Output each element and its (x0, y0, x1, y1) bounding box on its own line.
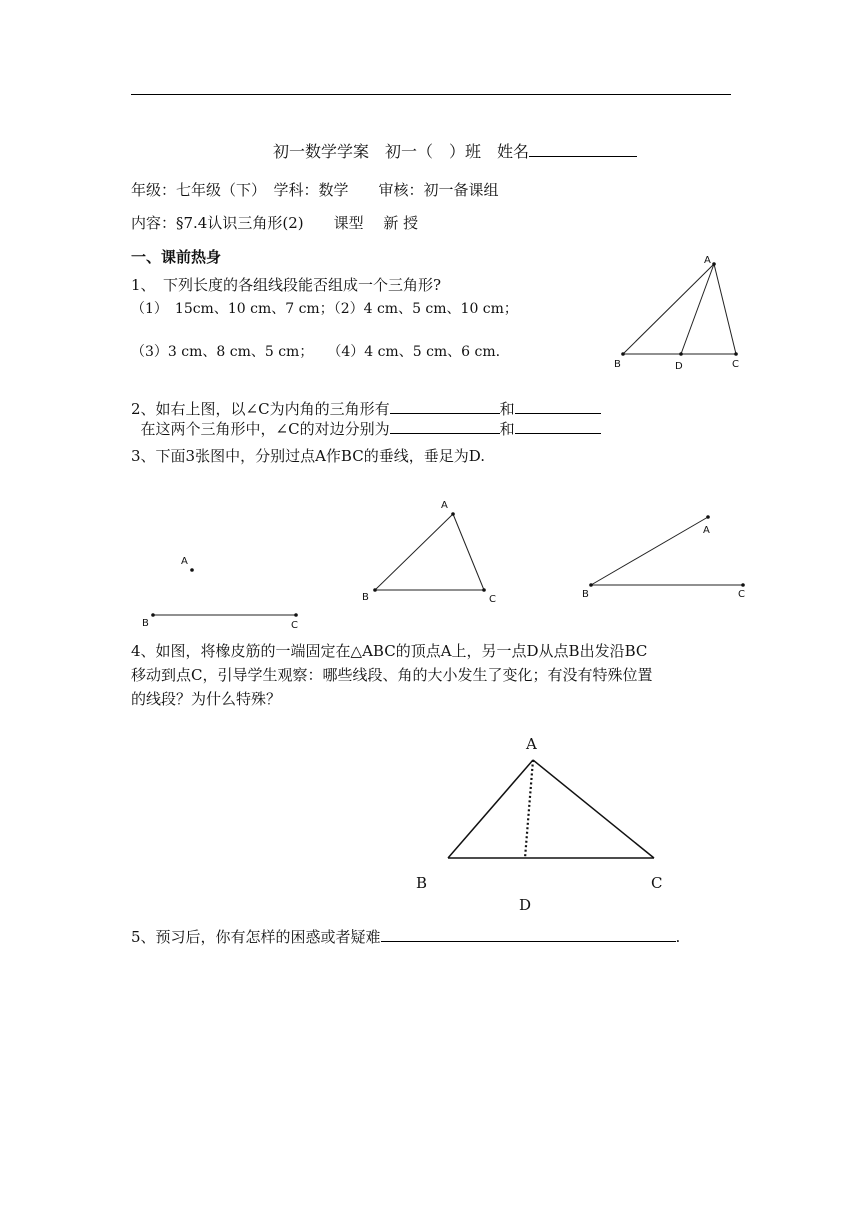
label-c: C (651, 874, 663, 892)
figure-q1-triangle (600, 250, 750, 375)
point-a (451, 512, 455, 516)
content-line: 内容：§7.4认识三角形(2) 课型 新 授 (131, 214, 419, 232)
label-a: A (526, 735, 537, 753)
point-b (151, 613, 155, 617)
q1-stem: 1、 下列长度的各组线段能否组成一个三角形? (131, 276, 442, 294)
point-b (373, 588, 377, 592)
q2-line2: 在这两个三角形中，∠C的对边分别为 和 (131, 417, 601, 439)
label-b: B (416, 874, 428, 892)
label-b: B (142, 618, 149, 629)
section-title: 一、课前热身 (131, 248, 222, 266)
name-blank[interactable] (529, 140, 637, 157)
label-c: C (738, 589, 745, 600)
header-rule (131, 94, 731, 95)
segment-ac (714, 264, 736, 354)
label-b: B (582, 589, 589, 600)
point-a (190, 568, 194, 572)
segment-ac (533, 760, 654, 858)
page-title: 初一数学学案 初一（ ）班 姓名 (273, 140, 637, 162)
segment-ab (375, 514, 453, 590)
label-a: A (441, 500, 448, 511)
segment-ad-dotted (525, 760, 533, 858)
q5-blank[interactable] (381, 925, 676, 942)
label-d: D (675, 361, 683, 372)
label-a: A (704, 255, 711, 266)
label-c: C (291, 620, 298, 630)
segment-ab (448, 760, 533, 858)
segment-ac (453, 514, 484, 590)
q2-blank-2[interactable] (515, 397, 601, 414)
point-d (679, 352, 683, 356)
figure-q3-1 (135, 550, 315, 630)
q2-blank-4[interactable] (515, 417, 601, 434)
label-b: B (614, 359, 621, 370)
point-c (482, 588, 486, 592)
grade-line: 年级：七年级（下） 学科：数学 审核：初一备课组 (131, 181, 499, 199)
segment-ad (681, 264, 714, 354)
label-d: D (519, 896, 532, 914)
point-c (734, 352, 738, 356)
q1-line2: （3）3 cm、8 cm、5 cm； （4）4 cm、5 cm、6 cm. (131, 344, 501, 360)
q4-line1: 4、如图，将橡皮筋的一端固定在△ABC的顶点A上，另一点D从点B出发沿BC (131, 642, 648, 660)
figure-q3-2 (355, 495, 505, 610)
q4-line2: 移动到点C，引导学生观察：哪些线段、角的大小发生了变化；有没有特殊位置 (131, 666, 653, 684)
label-b: B (362, 592, 369, 603)
q1-line1: （1） 15cm、10 cm、7 cm；（2）4 cm、5 cm、10 cm； (131, 301, 518, 317)
label-a: A (703, 525, 710, 536)
point-a (706, 515, 710, 519)
point-c (741, 583, 745, 587)
q5-line: 5、预习后，你有怎样的困惑或者疑难 . (131, 925, 680, 947)
q2-blank-3[interactable] (390, 417, 500, 434)
label-a: A (181, 556, 188, 567)
q3-stem: 3、下面3张图中，分别过点A作BC的垂线，垂足为D. (131, 447, 485, 465)
point-a (712, 262, 716, 266)
segment-ab (591, 517, 708, 585)
segment-ab (623, 264, 714, 354)
label-c: C (732, 359, 739, 370)
label-c: C (489, 594, 496, 605)
figure-q4-triangle (405, 730, 685, 920)
q2-blank-1[interactable] (390, 397, 500, 414)
point-b (621, 352, 625, 356)
point-c (294, 613, 298, 617)
q4-line3: 的线段？为什么特殊？ (131, 690, 282, 708)
point-b (589, 583, 593, 587)
figure-q3-3 (575, 505, 755, 605)
q2-line1: 2、如右上图，以∠C为内角的三角形有 和 (131, 397, 601, 419)
